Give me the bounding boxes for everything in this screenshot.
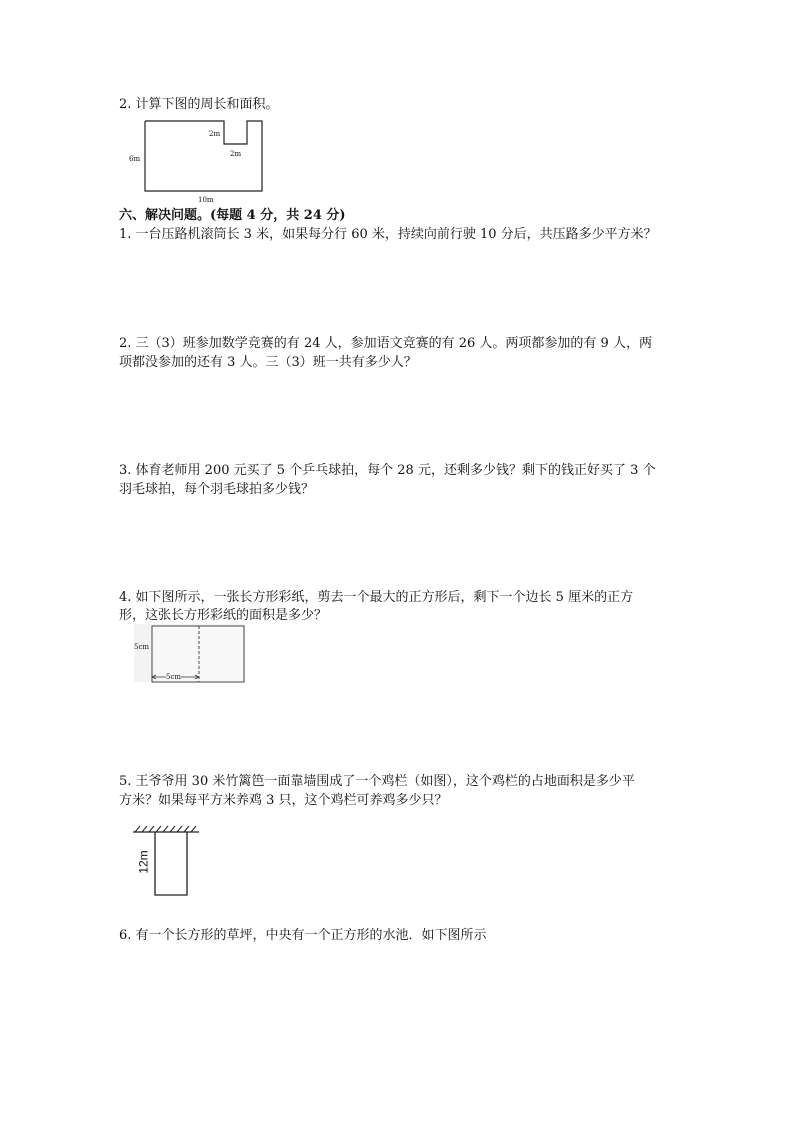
label-notch-height: 2m xyxy=(209,130,221,138)
question-2-text: 2. 计算下图的周长和面积。 xyxy=(119,97,279,112)
label-paper-bottom: 5cm xyxy=(166,673,182,681)
label-paper-side: 5cm xyxy=(134,643,150,651)
problem-4-line-1: 4. 如下图所示，一张长方形彩纸，剪去一个最大的正方形后，剩下一个边长 5 厘米的正方 xyxy=(119,590,634,605)
problem-3-line-1: 3. 体育老师用 200 元买了 5 个乒乓球拍，每个 28 元，还剩多少钱？剩下的钱正好买了 3 个 xyxy=(119,463,656,478)
problem-6-line-1: 6. 有一个长方形的草坪，中央有一个正方形的水池．如下图所示 xyxy=(119,928,487,943)
section-6-heading: 六、解决问题。(每题 4 分，共 24 分) xyxy=(119,208,346,223)
problem-1-line-1: 1. 一台压路机滚筒长 3 米，如果每分行 60 米，持续向前行驶 10 分后，共压路多少平方米？ xyxy=(119,227,657,242)
problem-5-line-2: 方米？如果每平方米养鸡 3 只，这个鸡栏可养鸡多少只？ xyxy=(119,793,448,808)
label-height: 6m xyxy=(129,155,141,163)
label-width: 10m xyxy=(198,196,214,204)
problem-2-line-2: 项都没参加的还有 3 人。三（3）班一共有多少人？ xyxy=(119,355,417,370)
problem-4-line-2: 形，这张长方形彩纸的面积是多少？ xyxy=(119,608,328,623)
problem-2-line-1: 2. 三（3）班参加数学竞赛的有 24 人，参加语文竞赛的有 26 人。两项都参加的有 9 人，两 xyxy=(119,336,652,351)
problem-5-line-1: 5. 王爷爷用 30 米竹篱笆一面靠墙围成了一个鸡栏（如图），这个鸡栏的占地面积是多少平 xyxy=(119,774,635,789)
label-notch-width: 2m xyxy=(230,150,242,158)
problem-3-line-2: 羽毛球拍，每个羽毛球拍多少钱？ xyxy=(119,482,315,497)
label-pen-height: 12m xyxy=(136,850,151,874)
